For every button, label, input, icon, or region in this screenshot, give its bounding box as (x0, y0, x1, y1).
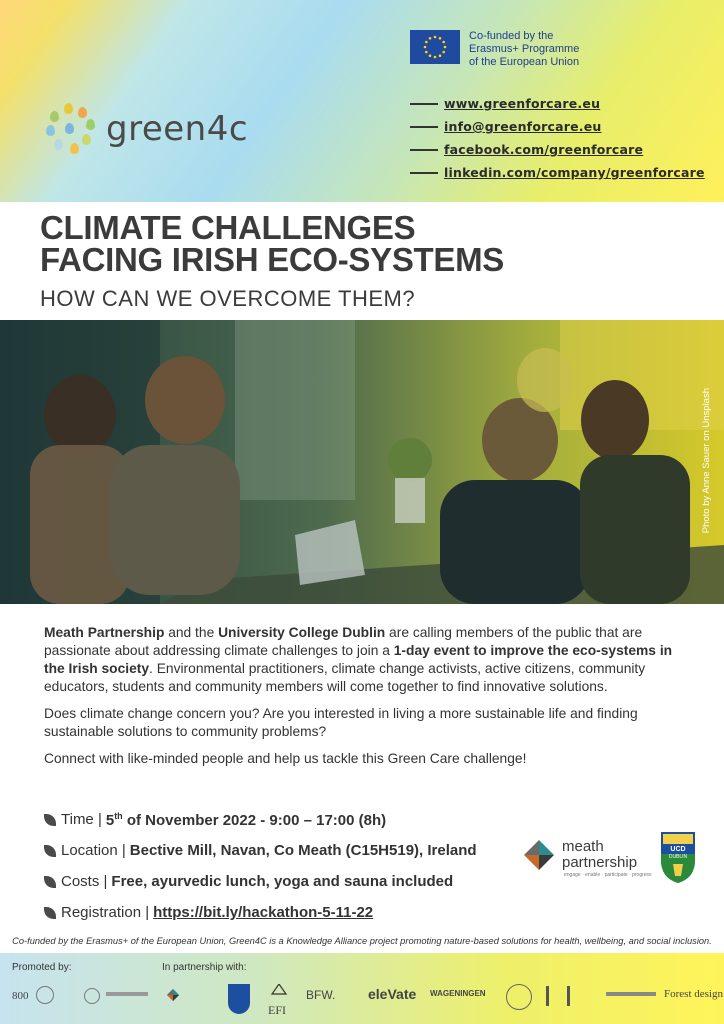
brand-name: green4c (106, 109, 249, 149)
event-highlight: 1-day event to improve the eco-systems in the Irish society (44, 643, 673, 676)
bfw-logo: BFW. (306, 988, 336, 1002)
registration-link[interactable]: https://bit.ly/hackathon-5-11-22 (153, 904, 374, 921)
description-paragraph-2: Does climate change concern you? Are you interested in living a more sustainable life and finding sustainable solutions to community problems? (44, 706, 638, 739)
meath-tagline: engage · enable · participate · progress (564, 872, 652, 878)
link-divider (410, 103, 438, 105)
transilvania-logo-icon (546, 986, 570, 1006)
footer-note: Co-funded by the Erasmus+ of the European Union, Green4C is a Knowledge Alliance project promoting nature-based solutions for health, wellbeing, and social inclusion. (12, 936, 712, 946)
location-value: Bective Mill, Navan, Co Meath (C15H519), Ireland (129, 842, 477, 859)
time-rest: of November 2022 - 9:00 – 17:00 (8h) (122, 811, 387, 829)
logo-800: 800 (12, 990, 29, 1002)
wageningen-logo: WAGENINGEN (430, 989, 486, 998)
leaf-bullet-icon (44, 876, 56, 888)
green4c-petals-icon (44, 103, 96, 155)
text-span: and the (164, 625, 219, 640)
text-span: are calling members of the public that are passionate about addressing climate challenges to join a (44, 625, 643, 658)
facebook-link-row (410, 138, 705, 161)
efi-leaf-icon (268, 984, 290, 998)
partner-wordmark-icon (606, 992, 656, 996)
efi-text: EFI (268, 1003, 286, 1017)
meath-wordmark (562, 839, 637, 871)
link-divider (410, 126, 438, 128)
link-divider (410, 172, 438, 174)
contact-links (410, 92, 705, 184)
linkedin-link[interactable]: linkedin.com/company/greenforcare (444, 165, 705, 180)
page-subtitle: HOW CAN WE OVERCOME THEM? (40, 286, 416, 311)
hero-photo-illustration (0, 320, 724, 604)
promoted-by-label: Promoted by: (12, 962, 72, 973)
location-row (44, 835, 477, 866)
time-row (44, 804, 477, 835)
eu-text-line: Co-funded by the (469, 30, 554, 42)
email-link-row (410, 115, 705, 138)
meath-partnership-icon (522, 838, 556, 872)
ucd-crest-logo (659, 830, 697, 884)
ucd-line-1: UCD (670, 846, 686, 853)
website-link-row (410, 92, 705, 115)
link-divider (410, 149, 438, 151)
efi-logo (268, 984, 290, 1018)
meath-line-1: meath (562, 838, 604, 855)
linkedin-link-row (410, 161, 705, 184)
description-paragraph-3: Connect with like-minded people and help us tackle this Green Care challenge! (44, 751, 527, 766)
ucd-line-2: DUBLIN (668, 854, 688, 860)
leaf-bullet-icon (44, 907, 56, 919)
organizer-meath: Meath Partnership (44, 625, 165, 640)
registration-label: Registration | (61, 904, 150, 921)
leaf-bullet-icon (44, 814, 56, 826)
meath-partnership-small-logo (166, 988, 180, 1007)
partner-wordmark-icon (106, 992, 148, 996)
website-link[interactable]: www.greenforcare.eu (444, 96, 601, 111)
eu-text-line: of the European Union (469, 56, 580, 68)
event-details (44, 804, 477, 928)
partner-seal-icon (36, 986, 54, 1004)
costs-label: Costs | (61, 873, 108, 890)
leaf-bullet-icon (44, 845, 56, 857)
eu-cofunded-block (410, 30, 579, 69)
elevate-logo: eleVate (368, 986, 417, 1002)
meath-line-2: partnership (562, 854, 638, 871)
university-seal-icon (506, 984, 532, 1010)
registration-row (44, 897, 477, 928)
partnership-label: In partnership with: (162, 962, 247, 973)
text-span: . Environmental practitioners, climate change activists, active citizens, community educators, students and community members will come together to find innovative solutions. (44, 661, 646, 694)
partner-seal-icon (84, 988, 100, 1004)
hero-photo (0, 320, 724, 604)
footer-band (0, 953, 724, 1024)
ucd-small-crest-icon (228, 984, 250, 1014)
time-suffix: th (114, 810, 123, 821)
green4c-logo (44, 103, 248, 155)
time-value (106, 811, 386, 829)
meath-partnership-logo (522, 838, 637, 872)
event-description (44, 624, 684, 777)
organizer-ucd: University College Dublin (218, 625, 386, 640)
time-day: 5 (105, 811, 115, 829)
email-link[interactable]: info@greenforcare.eu (444, 119, 602, 134)
forest-design-logo: Forest design (664, 988, 723, 1000)
eu-text-line: Erasmus+ Programme (469, 43, 580, 55)
costs-row (44, 866, 477, 897)
time-label: Time | (61, 811, 102, 828)
page-title (40, 209, 505, 278)
costs-value: Free, ayurvedic lunch, yoga and sauna included (111, 873, 454, 890)
facebook-link[interactable]: facebook.com/greenforcare (444, 142, 644, 157)
title-line-1: CLIMATE CHALLENGES (40, 209, 416, 246)
eu-flag-icon (410, 30, 460, 64)
description-paragraph-1 (44, 624, 684, 696)
photo-credit: Photo by Anne Sauer on Unsplash (701, 388, 712, 534)
title-line-2: FACING IRISH ECO-SYSTEMS (40, 241, 505, 278)
eu-cofunded-text (469, 30, 579, 69)
location-label: Location | (61, 842, 126, 859)
